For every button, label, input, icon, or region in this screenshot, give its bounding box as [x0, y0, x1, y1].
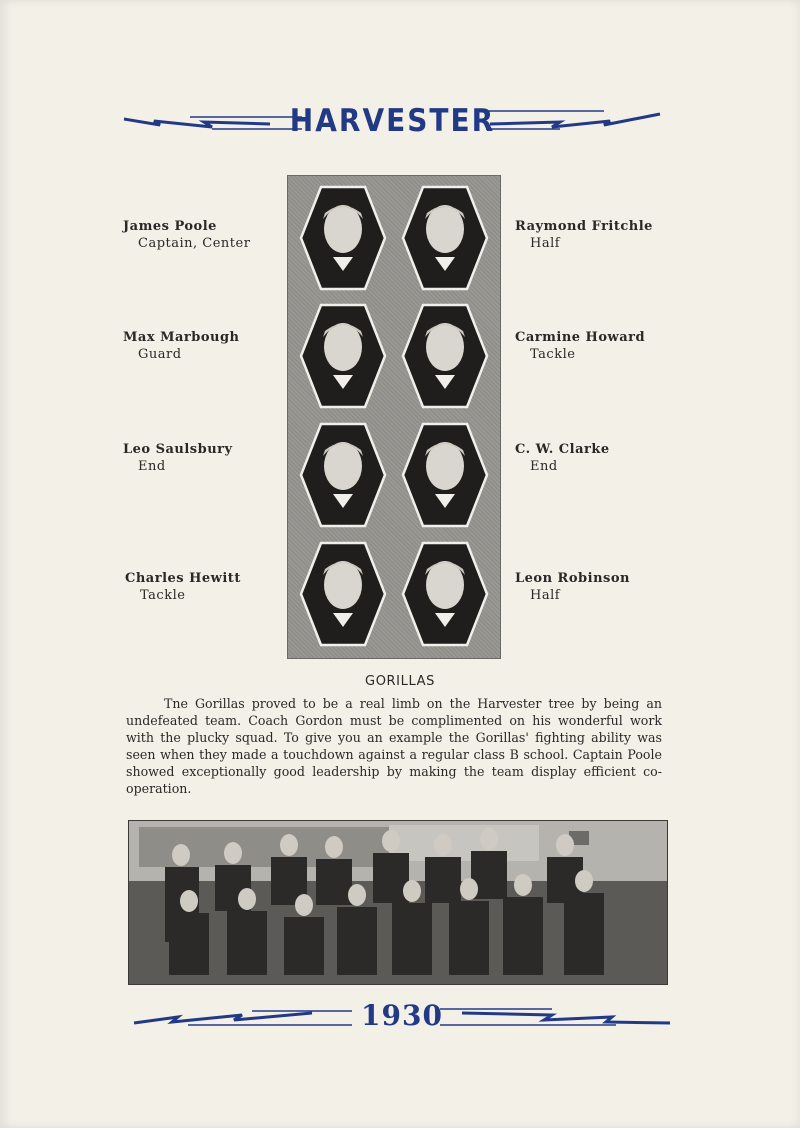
article-paragraph [126, 695, 662, 797]
portrait-photo [401, 185, 489, 291]
header-title: HARVESTER [289, 102, 496, 139]
player-name: Charles Hewitt [125, 571, 241, 586]
portrait-panel [287, 175, 501, 659]
portrait-photo [299, 185, 387, 291]
player-name: Leon Robinson [515, 571, 630, 586]
article-body: Tne Gorillas proved to be a real limb on the Harvester tree by being an undefeated team. Coach Gordon must be complimented on his wonderful work with the plucky squad. To give you an example the Gorillas' fighting ability was seen when they made a touchdown against a regular class B school. Captain Poole showed exceptionally good leadership by making the team display efficient co-operation. [126, 696, 662, 796]
player-name: James Poole [123, 219, 217, 234]
player-position: Tackle [140, 588, 186, 603]
player-name: Max Marbough [123, 330, 240, 345]
player-name: C. W. Clarke [515, 442, 610, 457]
player-position: Guard [138, 347, 182, 362]
yearbook-footer [132, 995, 672, 1041]
section-title: GORILLAS [365, 674, 435, 689]
player-position: Half [530, 236, 561, 251]
player-label-right-3 [515, 442, 685, 474]
player-label-left-3 [123, 442, 293, 474]
player-position: Captain, Center [138, 236, 251, 251]
player-name: Carmine Howard [515, 330, 646, 345]
portrait-photo [401, 541, 489, 647]
player-position: Half [530, 588, 561, 603]
player-label-right-2 [515, 330, 685, 362]
player-label-right-4 [515, 571, 685, 603]
player-label-left-2 [123, 330, 293, 362]
portrait-photo [401, 422, 489, 528]
portrait-photo [299, 422, 387, 528]
team-photo [128, 820, 668, 985]
player-label-left-1 [123, 219, 293, 251]
player-name: Raymond Fritchle [515, 219, 653, 234]
portrait-photo [299, 541, 387, 647]
player-name: Leo Saulsbury [123, 442, 233, 457]
player-label-left-4 [125, 571, 295, 603]
player-position: End [530, 459, 558, 474]
player-position: End [138, 459, 166, 474]
portrait-photo [299, 303, 387, 409]
yearbook-header [120, 100, 665, 150]
player-position: Tackle [530, 347, 576, 362]
footer-year: 1930 [361, 999, 443, 1032]
portrait-photo [401, 303, 489, 409]
player-label-right-1 [515, 219, 685, 251]
